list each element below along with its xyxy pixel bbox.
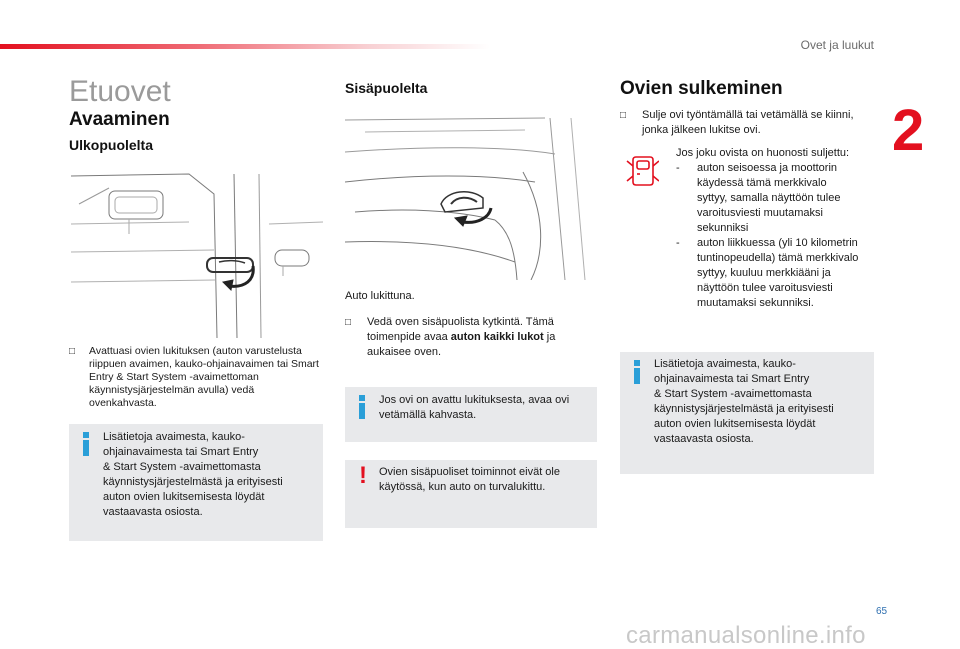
chapter-number: 2 — [892, 98, 925, 163]
list-item: - auton seisoessa ja moottorin käydessä tämä merkkivalo syttyy, samalla näyttöön tulee varoitusviesti muutamaksi sekunniksi — [676, 162, 841, 234]
right-info-text: Lisätietoja avaimesta, kauko- ohjainavaimesta tai Smart Entry & Start System -avaimettomasta käynnistysjärjestelmästä ja erityisesti auton ovien lukitsemisesta löydät vastaavasta osiosta. — [654, 358, 834, 445]
interior-door-handle-illustration — [345, 112, 597, 280]
left-bullet-text: Avattuasi ovien lukituksen (auton varustelusta riippuen avaimen, kauko-ohjainavaimen tai Smart Entry & Start System -avaimettoman käynnistysjärjestelmän avulla) vedä ovenkahvasta. — [89, 345, 319, 409]
alert-list — [676, 161, 881, 311]
middle-info-box — [345, 387, 597, 442]
arrow-marker-icon: □ — [69, 346, 76, 357]
right-bullet — [620, 108, 875, 138]
left-info-text: Lisätietoja avaimesta, kauko- ohjainavaimesta tai Smart Entry & Start System -avaimettomasta käynnistysjärjestelmästä ja erityisesti auton ovien lukitsemisesta löydät vastaavasta osiosta. — [103, 431, 283, 518]
left-info-box — [69, 424, 323, 541]
section-title: Ovet ja luukut — [800, 38, 874, 52]
heading-ovien-sulkeminen: Ovien sulkeminen — [620, 78, 783, 99]
page-title: Etuovet — [69, 75, 171, 108]
locked-caption: Auto lukittuna. — [345, 290, 415, 302]
door-open-warning-icon — [625, 152, 659, 188]
heading-avaaminen: Avaaminen — [69, 109, 170, 130]
exterior-door-handle-illustration — [69, 164, 323, 338]
middle-warning-text: Ovien sisäpuoliset toiminnot eivät ole käytössä, kun auto on turvalukittu. — [379, 466, 560, 493]
subheading-ulkopuolelta: Ulkopuolelta — [69, 137, 154, 153]
info-icon — [83, 432, 89, 456]
middle-bullet-text: Vedä oven sisäpuolista kytkintä. Tämä toimenpide avaa auton kaikki lukot ja aukaisee oven. — [367, 316, 556, 358]
alert-intro: Jos joku ovista on huonosti suljettu: — [676, 147, 850, 159]
right-bullet-text: Sulje ovi työntämällä tai vetämällä se kiinni, jonka jälkeen lukitse ovi. — [642, 109, 854, 136]
watermark: carmanualsonline.info — [626, 622, 866, 649]
right-info-box — [620, 352, 874, 474]
info-icon — [359, 395, 365, 419]
middle-warning-box — [345, 460, 597, 528]
info-icon — [634, 360, 640, 384]
left-bullet — [69, 345, 319, 410]
middle-bullet — [345, 315, 585, 360]
arrow-marker-icon: □ — [620, 110, 627, 121]
arrow-marker-icon: □ — [345, 317, 352, 328]
exclamation-icon: ! — [359, 462, 367, 489]
middle-info-text: Jos ovi on avattu lukituksesta, avaa ovi vetämällä kahvasta. — [379, 394, 570, 421]
list-item: - auton liikkuessa (yli 10 kilometrin tuntinopeudella) tämä merkkivalo syttyy, kuuluu merkkiääni ja näyttöön tulee varoitusviesti muutamaksi sekunniksi. — [676, 237, 859, 309]
heading-sisapuolelta: Sisäpuolelta — [345, 80, 428, 96]
header-accent-bar — [0, 44, 490, 49]
page-number: 65 — [876, 606, 888, 617]
